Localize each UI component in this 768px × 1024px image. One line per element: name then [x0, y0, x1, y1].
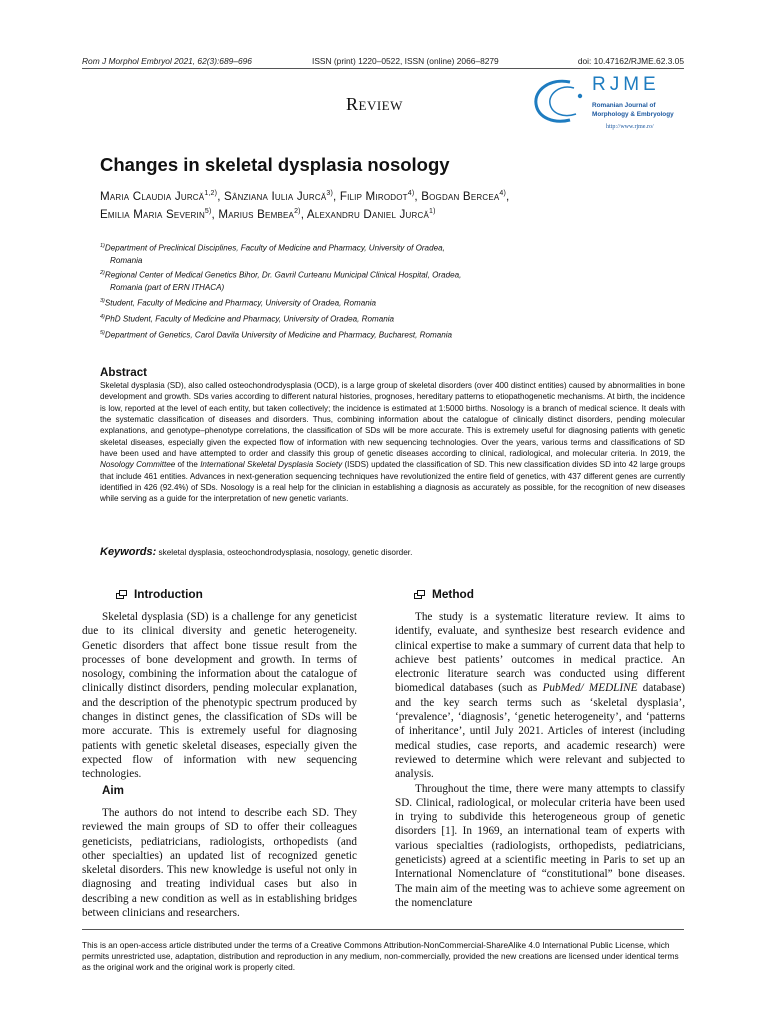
method-heading: Method [414, 587, 474, 601]
affiliation-1: $^{1)}$Department of Preclinical Disciplines, Faculty of Medicine and Pharmacy, University of Oradea, Romania [100, 243, 445, 265]
abstract-text: Skeletal dysplasia (SD), also called osteochondrodysplasia (OCD), is a large group of skeletal disorders (over 400 distinct entities) caused by abnormalities in bone development and growth. SDs varies according to different natural histories, prognoses, hereditary patterns to etiopathogenetic mechanisms. At birth, the incidence is low, reported at the level of each entity, but taken collectively; the incidence is estimated at 1:5000 births. Nosology is a branch of medical science. It deals with the systematic classification of diseases and disorders. Thus, combining information about the catalogue of clinically distinct disorders, pending molecular explanations, and genotype–phenotype correlations, the classification of SDs will be more accurate. This is extremely useful for diagnosing patients with genetic skeletal diseases, especially given the expected flow of information with new sequencing technologies. Over the years, various terms and classifications of SD have been used and have attempted to order and classify this group of genetic diseases according to clinical, radiological, and molecular criteria. In 2019, the Nosology Committee of the International Skeletal Dysplasia Society (ISDS) updated the classification of SD. This new classification divides SD into 42 large groups that include 461 entities. Advances in next-generation sequencing techniques have revolutionized the entire field of genetics, with 437 different genes are currently identified in 426 (92.4%) of SDs. Nosology is a real help for the clinician in establishing a diagnosis as accurately as possible, for the recognition of new diseases while serving as a guide for the interpretation of new genetic variants. [100, 381, 686, 504]
header-rule [82, 68, 684, 69]
article-title: Changes in skeletal dysplasia nosology [100, 154, 450, 175]
author: Filip Mirodot [339, 190, 408, 203]
license-footer: This is an open-access article distributed under the terms of a Creative Commons Attribution-NonCommercial-ShareAlike 4.0 International Public License, which permits unrestricted use, adaptation, distribution and reproduction in any medium, non-commercially, provided the new creations are licensed under identical terms as the original work and the original work is properly cited. [82, 940, 679, 973]
introduction-text: Skeletal dysplasia (SD) is a challenge for any geneticist due to its clinical diversity and genetic heterogeneity. Genetic disorders that affect bone tissue result from the processes of bone development and growth. In terms of nosology, combining the information about the catalogue of clinically distinct disorders, pending molecular explanation, and the description of the phenotypic spectrum produced by changes in distinct genes, the classification of SDs will be more accurate. This is extremely useful for diagnosing patients with genetic skeletal diseases, especially given the expected flow of information with new sequencing technologies. [82, 611, 357, 781]
aim-heading: Aim [102, 784, 124, 797]
keywords-label: Keywords: [100, 546, 157, 558]
logo-url[interactable]: http://www.rjme.ro/ [606, 124, 654, 130]
author: Alexandru Daniel Jurcă [306, 208, 429, 221]
affiliation-3: $^{3)}$Student, Faculty of Medicine and Pharmacy, University of Oradea, Romania [100, 298, 377, 308]
authors-line-1: Maria Claudia Jurcă$^{1,2)}$, Sânziana Iulia Jurcă$^{3)}$, Filip Mirodot$^{4)}$, Bogdan Bercea$^{4)}$, [100, 190, 510, 203]
affiliation-5: $^{5)}$Department of Genetics, Carol Davila University of Medicine and Pharmacy, Bucharest, Romania [100, 330, 453, 340]
doi[interactable]: doi: 10.47162/RJME.62.3.05 [577, 56, 684, 66]
keywords [100, 546, 685, 558]
affiliation-4: $^{4)}$PhD Student, Faculty of Medicine and Pharmacy, University of Oradea, Romania [100, 314, 395, 324]
author: Sânziana Iulia Jurcă [224, 190, 327, 203]
logo-line2: Morphology & Embryology [592, 111, 674, 118]
journal-logo [530, 74, 690, 134]
footer-rule [82, 929, 684, 930]
abstract-heading: Abstract [100, 366, 148, 379]
authors-line-2: Emilia Maria Severin$^{5)}$, Marius Bembea$^{2)}$, Alexandru Daniel Jurcă$^{1)}$ [100, 208, 436, 221]
affiliation-2: $^{2)}$Regional Center of Medical Genetics Bihor, Dr. Gavril Curteanu Municipal Clinical Hospital, Oradea, Romania (part of ERN ITHACA) [100, 270, 462, 292]
author: Emilia Maria Severin [100, 208, 205, 221]
logo-line1: Romanian Journal of [592, 102, 656, 109]
logo-acronym: RJME [592, 74, 660, 95]
section-type: Review [346, 94, 403, 114]
logo-swoosh-icon [530, 74, 592, 130]
issn: ISSN (print) 1220–0522, ISSN (online) 2066–8279 [312, 56, 499, 66]
section-icon [116, 590, 128, 599]
method-text: The study is a systematic literature review. It aims to identify, evaluate, and synthesize best research evidence and clinical expertise to make a summary of current data that help to achieve best patients’ outcomes in medical practice. An electronic literature search was conducted using different biomedical databases (such as PubMed/ MEDLINE database) and the key search terms such as ‘skeletal dysplasia’, ‘prevalence’, ‘diagnosis’, ‘genetic heterogeneity’, and ‘patterns of inheritance’, until July 2021. Articles of interest (including medical studies, case reports, and academic research) were reviewed to determine which were relevant and subjected to analysis. Throughout the time, there were many attempts to classify SD. Clinical, radiological, or molecular criteria have been used in trying to subdivide this heterogeneous group of genetic disorders [1]. In 1969, an international team of experts with various specialties (radiologists, orthopedists, pediatricians, geneticists) agreed at a scientific meeting in Paris to set up an International Nomenclature of “constitutional” bone diseases. The main aim of the meeting was to achieve some agreement on the nomenclature [395, 611, 686, 909]
journal-reference: Rom J Morphol Embryol 2021, 62(3):689–696 [82, 56, 252, 66]
introduction-heading: Introduction [116, 587, 203, 601]
author: Maria Claudia Jurcă [100, 190, 205, 203]
aim-text: The authors do not intend to describe each SD. They reviewed the main groups of SD to offer their colleagues geneticists, pediatricians, radiologists, orthopedists (and other specialties) an updated list of recognized genetic skeletal disorders. This new knowledge is useful not only in diagnosing and treating individual cases but also in describing a new condition as well as in establishing bridges between clinicians and researchers. [82, 807, 357, 920]
author: Marius Bembea [218, 208, 295, 221]
section-icon [414, 590, 426, 599]
author: Bogdan Bercea [421, 190, 500, 203]
keywords-text: skeletal dysplasia, osteochondrodysplasia, nosology, genetic disorder. [158, 548, 413, 557]
